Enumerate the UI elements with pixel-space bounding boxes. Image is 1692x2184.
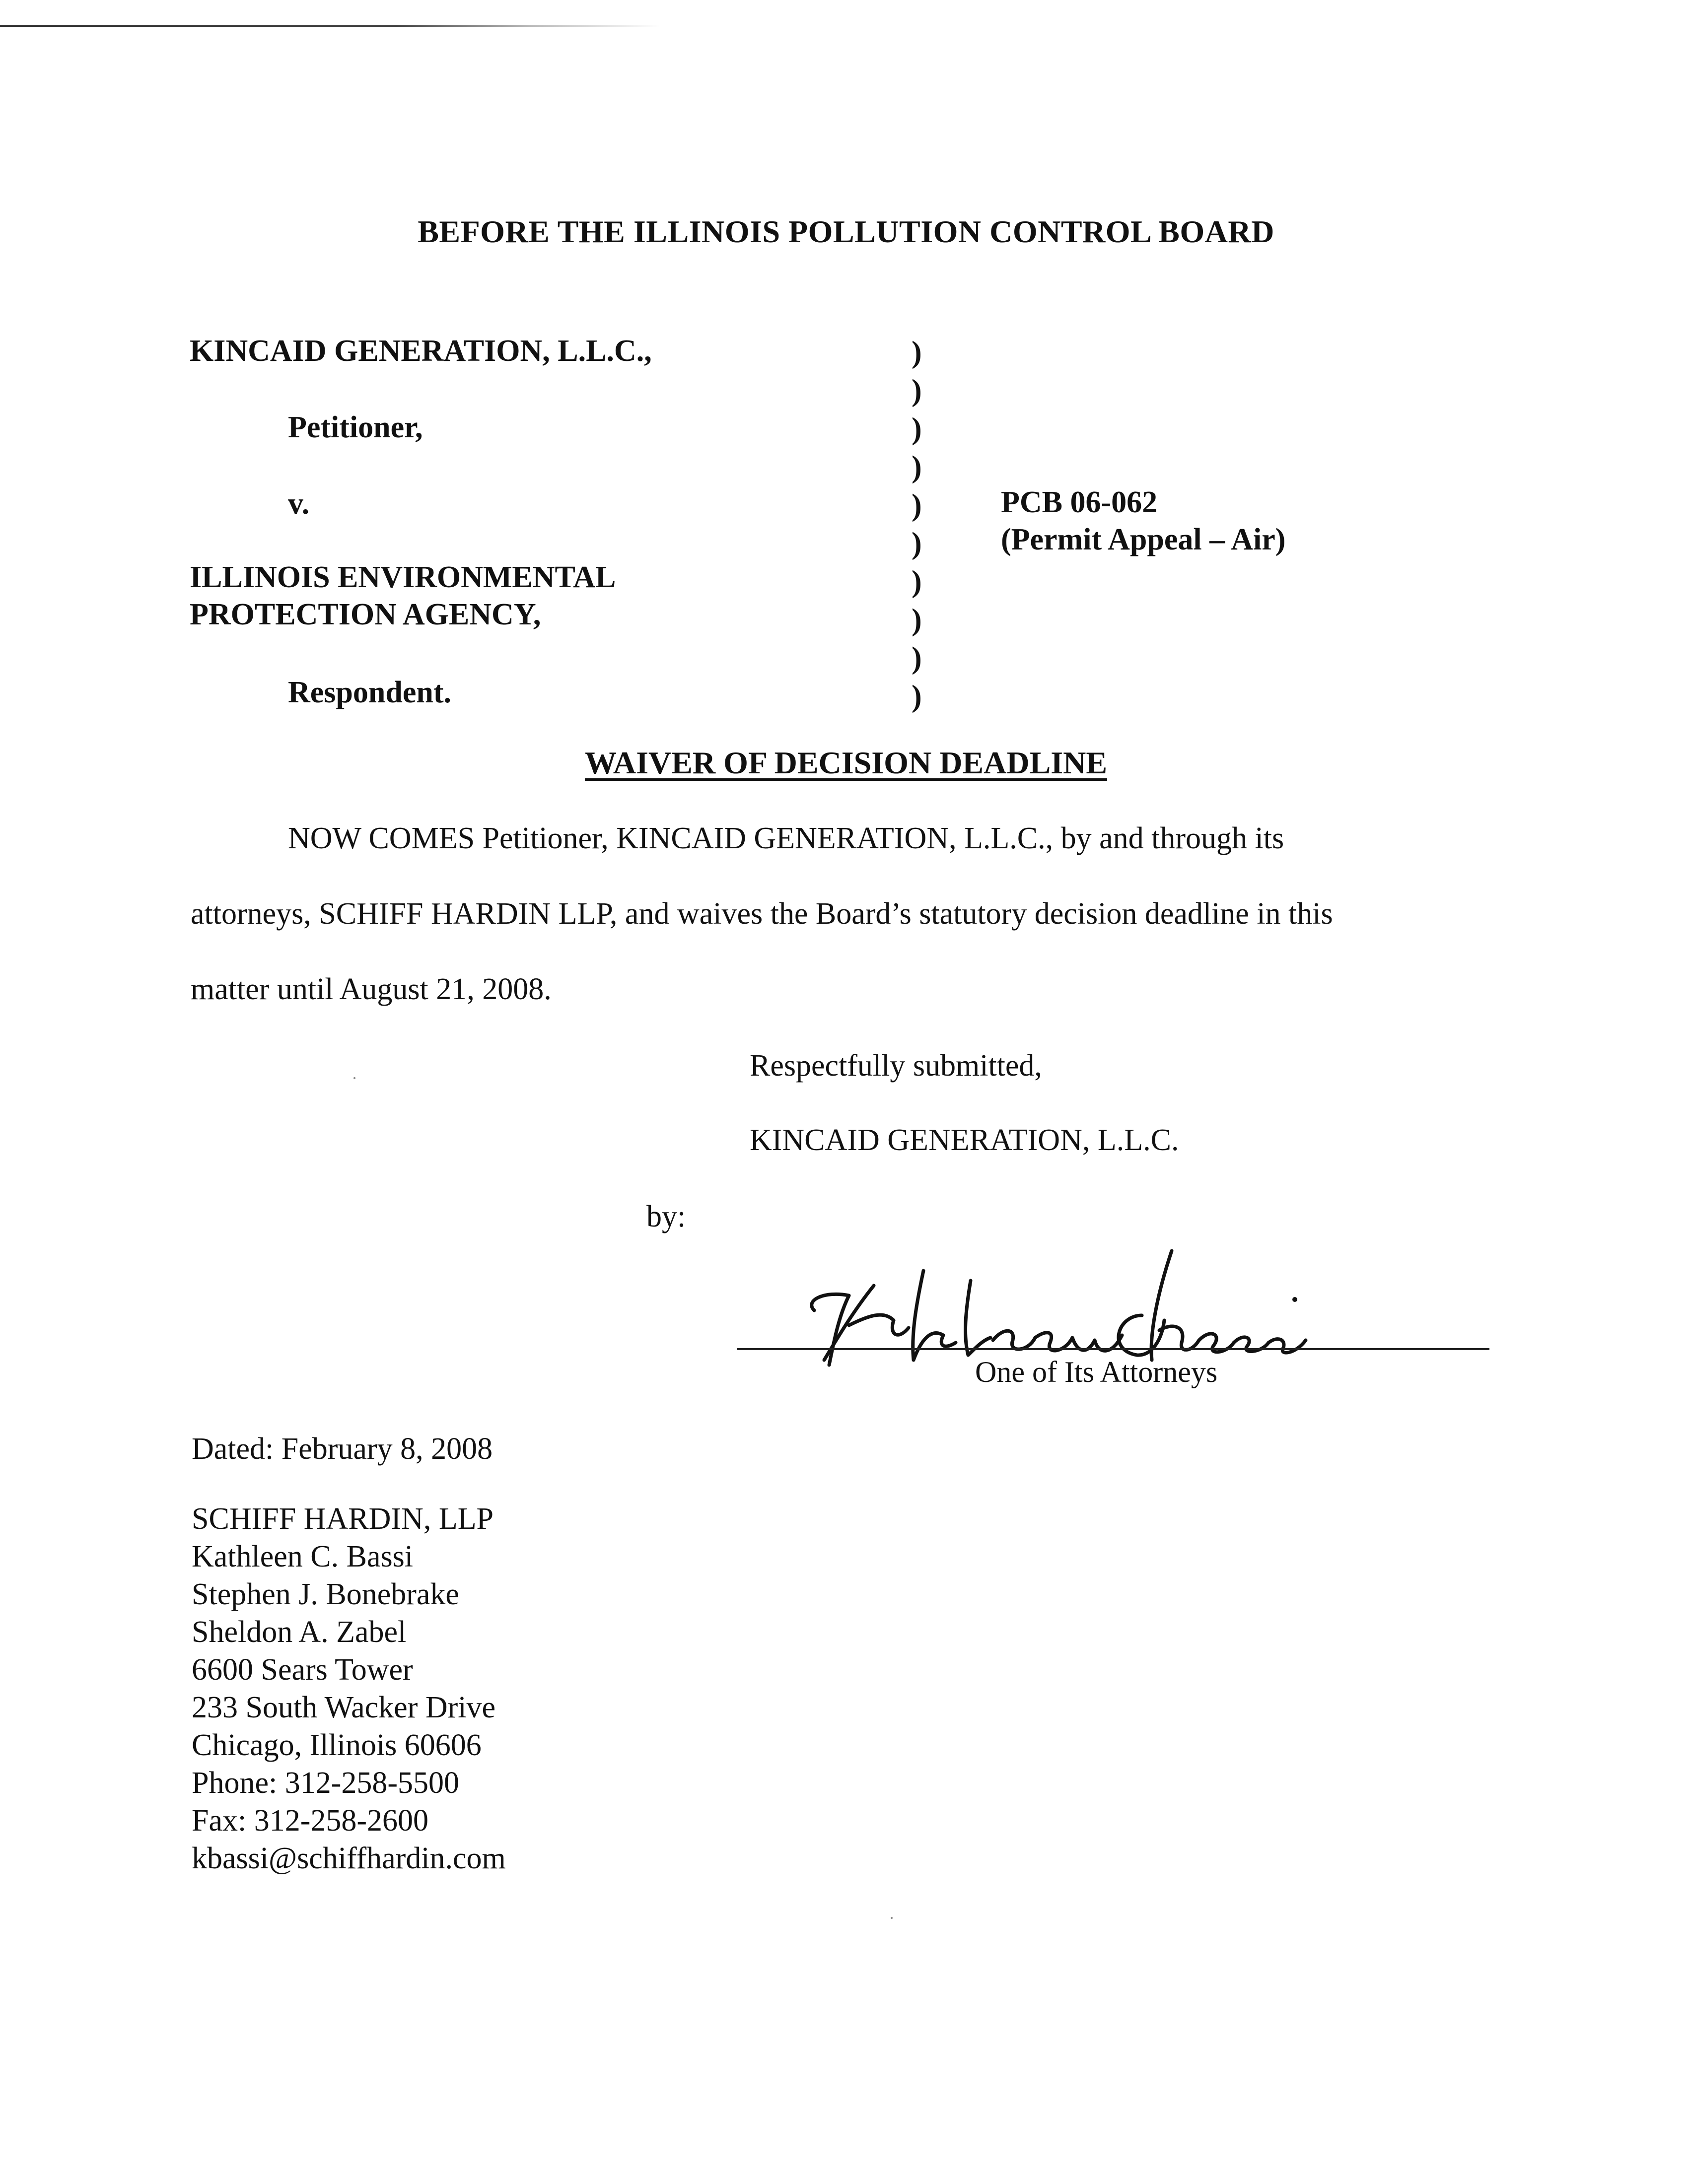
caption-paren-column <box>912 334 922 716</box>
address-line: 233 South Wacker Drive <box>192 1691 496 1724</box>
address-line: Kathleen C. Bassi <box>192 1540 413 1573</box>
case-number: PCB 06-062 <box>1001 485 1158 519</box>
address-line: Sheldon A. Zabel <box>192 1615 407 1649</box>
respectfully-submitted: Respectfully submitted, <box>750 1049 1042 1083</box>
signature-line <box>737 1348 1489 1350</box>
caption-paren: ) <box>912 488 922 522</box>
scan-speck <box>891 1917 893 1919</box>
case-type: (Permit Appeal – Air) <box>1001 523 1286 556</box>
body-line-2: attorneys, SCHIFF HARDIN LLP, and waives the Board’s statutory decision deadline in this <box>191 897 1333 931</box>
respondent-role: Respondent. <box>288 676 452 709</box>
petitioner-name: KINCAID GENERATION, L.L.C., <box>190 334 652 368</box>
caption-paren: ) <box>912 336 922 369</box>
by-label: by: <box>646 1200 686 1233</box>
scan-artifact-line <box>0 25 660 27</box>
respondent-name-line1: ILLINOIS ENVIRONMENTAL <box>190 560 616 594</box>
caption-paren: ) <box>912 527 922 560</box>
address-line: SCHIFF HARDIN, LLP <box>192 1502 494 1536</box>
caption-paren: ) <box>912 641 922 675</box>
caption-paren: ) <box>912 450 922 484</box>
address-line: Fax: 312-258-2600 <box>192 1804 429 1838</box>
address-line: 6600 Sears Tower <box>192 1653 413 1687</box>
address-line: kbassi@schiffhardin.com <box>192 1842 506 1875</box>
dated-line: Dated: February 8, 2008 <box>192 1432 493 1466</box>
body-line-1: NOW COMES Petitioner, KINCAID GENERATION, L.L.C., by and through its <box>288 821 1284 855</box>
caption-paren: ) <box>912 680 922 713</box>
scan-speck <box>353 1077 355 1079</box>
document-title: WAIVER OF DECISION DEADLINE <box>584 745 1108 780</box>
firm-address-block <box>192 1500 506 1877</box>
address-line: Stephen J. Bonebrake <box>192 1577 459 1611</box>
caption-paren: ) <box>912 374 922 408</box>
address-line: Chicago, Illinois 60606 <box>192 1728 482 1762</box>
petitioner-role: Petitioner, <box>288 410 423 444</box>
signature-caption: One of Its Attorneys <box>975 1356 1218 1388</box>
body-line-3: matter until August 21, 2008. <box>191 972 552 1006</box>
versus-label: v. <box>288 487 310 521</box>
address-line: Phone: 312-258-5500 <box>192 1766 460 1800</box>
caption-paren: ) <box>912 565 922 599</box>
court-heading: BEFORE THE ILLINOIS POLLUTION CONTROL BOARD <box>418 214 1274 249</box>
respondent-name-line2: PROTECTION AGENCY, <box>190 598 541 631</box>
caption-paren: ) <box>912 412 922 446</box>
signing-party: KINCAID GENERATION, L.L.C. <box>750 1123 1179 1157</box>
caption-paren: ) <box>912 603 922 637</box>
